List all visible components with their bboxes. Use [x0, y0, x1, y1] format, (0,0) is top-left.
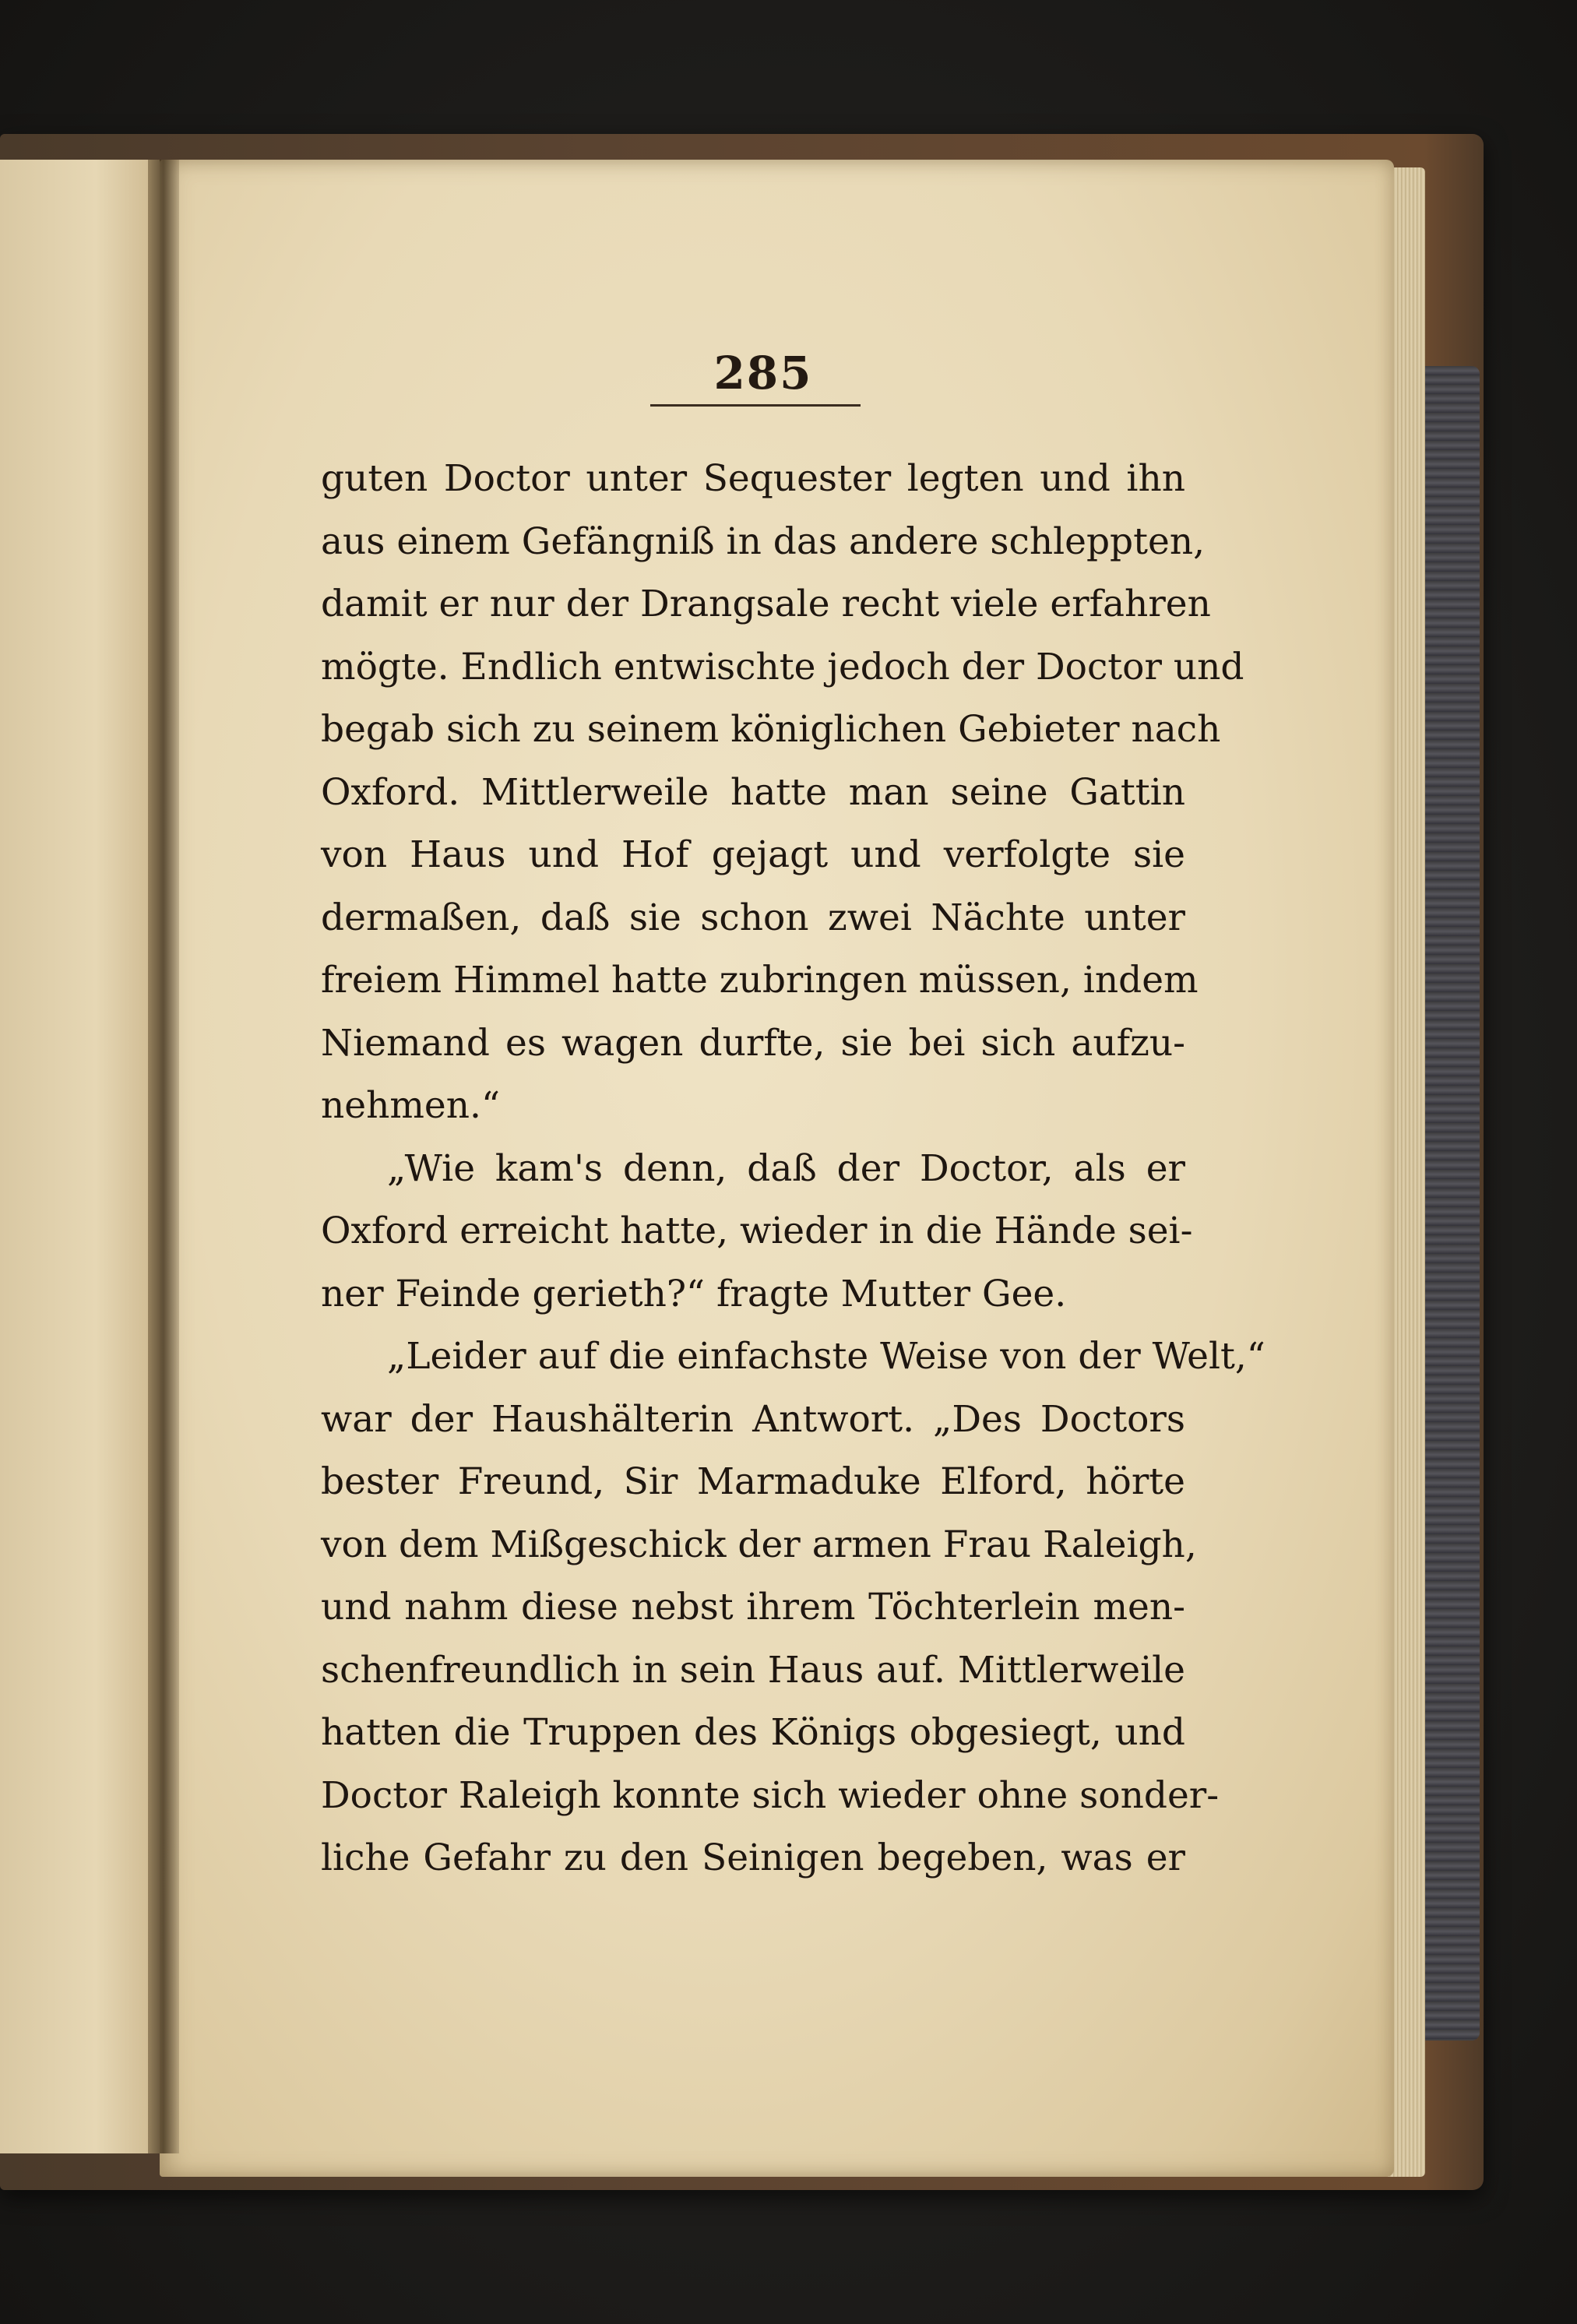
text-line: liche Gefahr zu den Seinigen begeben, was er — [321, 1836, 1185, 1879]
page-number-rule — [650, 404, 861, 407]
text-line: schenfreundlich in sein Haus auf. Mittlerweile — [321, 1648, 1185, 1692]
text-line: von dem Mißgeschick der armen Frau Raleigh, — [321, 1523, 1197, 1566]
text-line: Oxford erreicht hatte, wieder in die Hände sei- — [321, 1210, 1193, 1252]
text-line: ner Feinde gerieth?“ fragte Mutter Gee. — [321, 1272, 1067, 1315]
text-line: freiem Himmel hatte zubringen müssen, indem — [321, 959, 1199, 1002]
text-line: hatten die Truppen des Königs obgesiegt, und — [321, 1711, 1185, 1754]
text-line: „Leider auf die einfachste Weise von der Welt,“ — [387, 1335, 1265, 1378]
text-line: aus einem Gefängniß in das andere schleppten, — [321, 519, 1206, 563]
text-line: bester Freund, Sir Marmaduke Elford, hörte — [321, 1460, 1185, 1503]
text-line: und nahm diese nebst ihrem Töchterlein men- — [321, 1586, 1185, 1629]
text-line: von Haus und Hof gejagt und verfolgte sie — [321, 833, 1185, 876]
text-line: begab sich zu seinem königlichen Gebieter nach — [321, 708, 1221, 751]
text-line: Doctor Raleigh konnte sich wieder ohne sonder- — [321, 1773, 1220, 1817]
marbled-cover-edge — [1417, 366, 1480, 2041]
text-line: nehmen.“ — [321, 1084, 500, 1127]
text-line: Niemand es wagen durfte, sie bei sich aufzu- — [321, 1021, 1185, 1065]
text-line: guten Doctor unter Sequester legten und ihn — [321, 457, 1185, 500]
text-line: „Wie kam's denn, daß der Doctor, als er — [387, 1146, 1185, 1190]
left-page-edge — [0, 160, 160, 2153]
text-line: mögte. Endlich entwischte jedoch der Doctor und — [321, 645, 1244, 688]
page-number: 285 — [713, 347, 813, 400]
body-text — [321, 448, 1265, 1890]
text-line: dermaßen, daß sie schon zwei Nächte unter — [321, 896, 1185, 939]
book-gutter — [148, 160, 179, 2153]
text-line: Oxford. Mittlerweile hatte man seine Gattin — [321, 770, 1185, 814]
text-line: war der Haushälterin Antwort. „Des Doctors — [321, 1397, 1185, 1441]
text-line: damit er nur der Drangsale recht viele erfahren — [321, 583, 1211, 625]
